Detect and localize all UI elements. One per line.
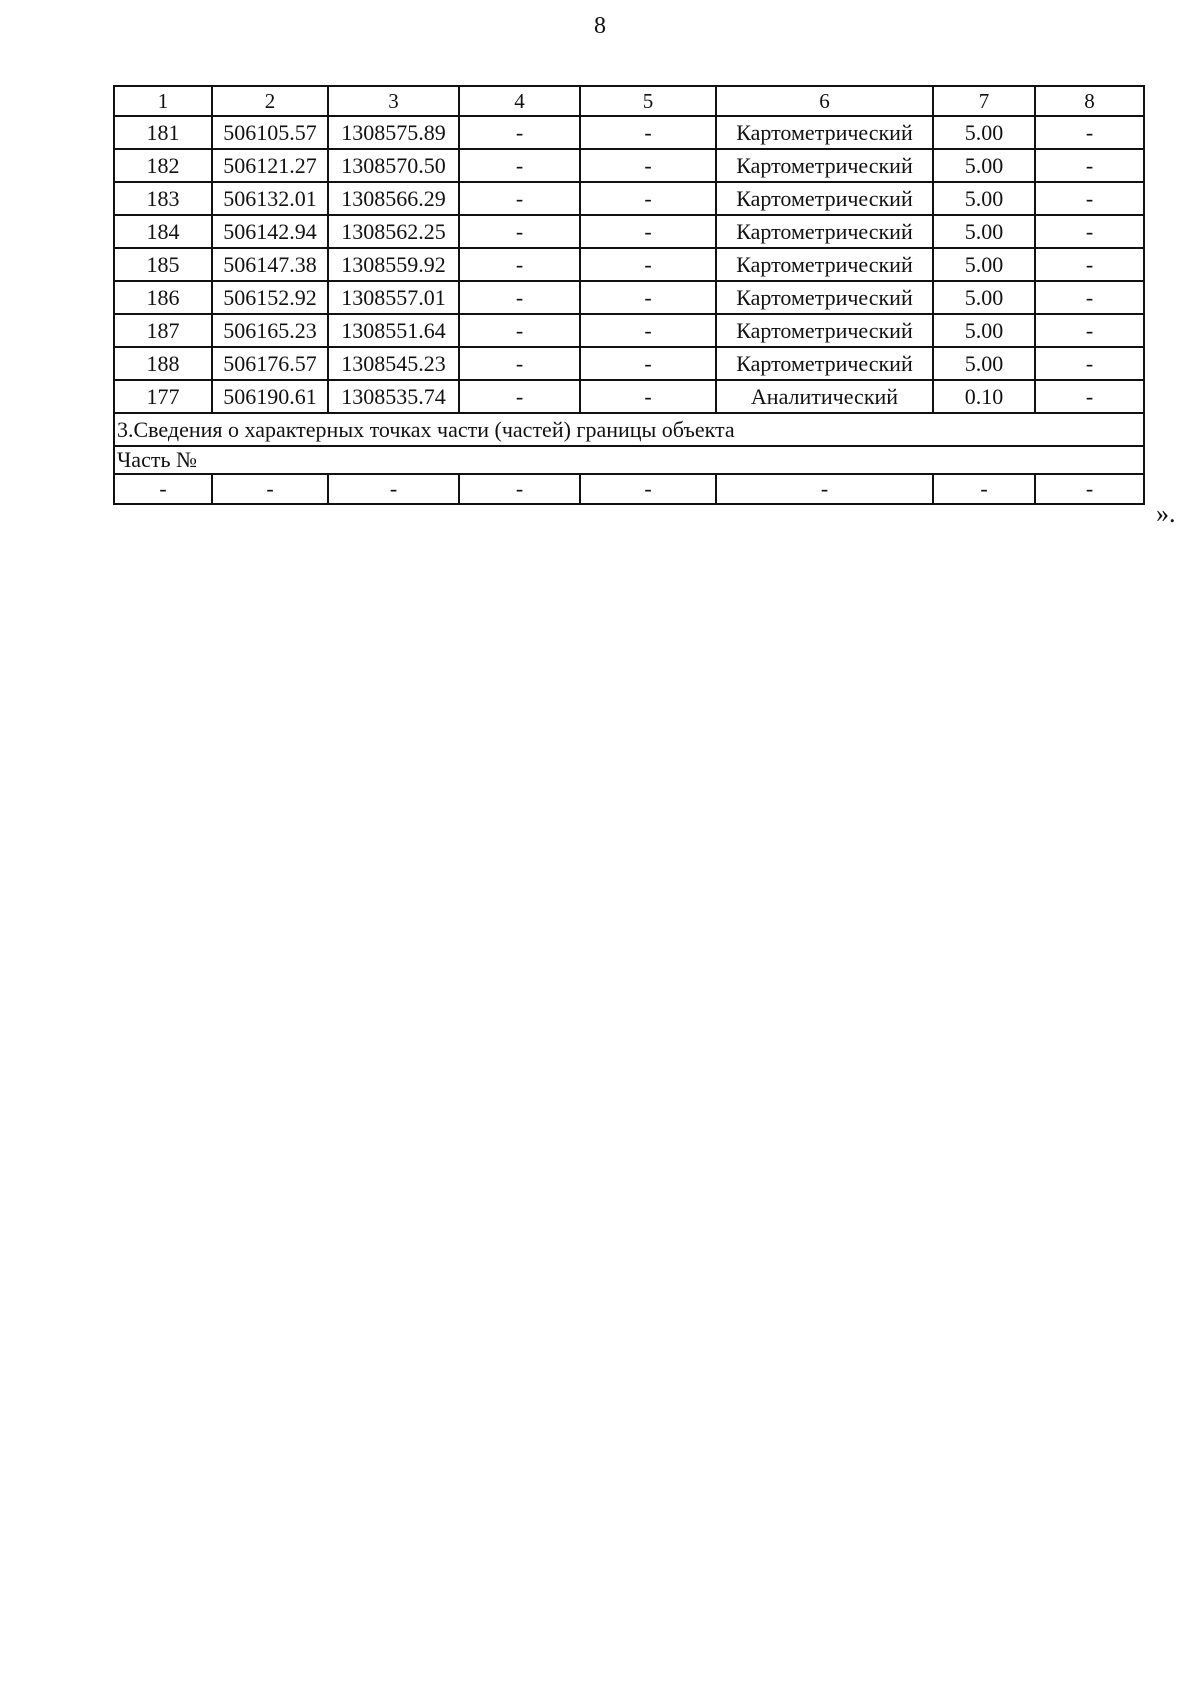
cell-coord-y: 1308535.74 (328, 380, 459, 413)
cell-coord-x: 506132.01 (212, 182, 328, 215)
cell-point-number: 182 (114, 149, 212, 182)
cell-point-number: 183 (114, 182, 212, 215)
empty-cell-col-5: - (580, 474, 716, 504)
cell-col-5: - (580, 182, 716, 215)
cell-coord-x: 506190.61 (212, 380, 328, 413)
table-row (114, 116, 1144, 149)
cell-coord-y: 1308562.25 (328, 215, 459, 248)
cell-point-number: 181 (114, 116, 212, 149)
cell-point-number: 177 (114, 380, 212, 413)
cell-accuracy: 0.10 (933, 380, 1035, 413)
cell-col-4: - (459, 380, 580, 413)
header-cell-col-8: 8 (1035, 86, 1144, 116)
table-row (114, 347, 1144, 380)
table-header-row (114, 86, 1144, 116)
cell-col-5: - (580, 281, 716, 314)
cell-coord-x: 506142.94 (212, 215, 328, 248)
table-row (114, 314, 1144, 347)
cell-coord-x: 506176.57 (212, 347, 328, 380)
table-row (114, 281, 1144, 314)
cell-col-4: - (459, 116, 580, 149)
cell-coord-y: 1308575.89 (328, 116, 459, 149)
cell-col-4: - (459, 347, 580, 380)
cell-col-5: - (580, 215, 716, 248)
table-body (114, 86, 1144, 504)
cell-accuracy: 5.00 (933, 215, 1035, 248)
cell-accuracy: 5.00 (933, 116, 1035, 149)
cell-col-5: - (580, 347, 716, 380)
table-row (114, 380, 1144, 413)
empty-cell-col-4: - (459, 474, 580, 504)
empty-cell-accuracy: - (933, 474, 1035, 504)
cell-coord-x: 506105.57 (212, 116, 328, 149)
cell-col-5: - (580, 380, 716, 413)
cell-coord-x: 506147.38 (212, 248, 328, 281)
cell-coord-y: 1308557.01 (328, 281, 459, 314)
empty-cell-coord-x: - (212, 474, 328, 504)
cell-col-8: - (1035, 116, 1144, 149)
cell-method: Картометрический (716, 248, 933, 281)
cell-coord-x: 506121.27 (212, 149, 328, 182)
cell-method: Картометрический (716, 149, 933, 182)
cell-point-number: 186 (114, 281, 212, 314)
cell-col-5: - (580, 149, 716, 182)
part-label-row (114, 446, 1144, 474)
cell-col-8: - (1035, 149, 1144, 182)
empty-cell-method: - (716, 474, 933, 504)
empty-cell-coord-y: - (328, 474, 459, 504)
part-label: Часть № (114, 446, 1144, 474)
empty-cell-point-number: - (114, 474, 212, 504)
cell-point-number: 184 (114, 215, 212, 248)
cell-coord-y: 1308559.92 (328, 248, 459, 281)
cell-col-4: - (459, 248, 580, 281)
cell-col-8: - (1035, 248, 1144, 281)
header-cell-coord-y: 3 (328, 86, 459, 116)
coordinates-table (113, 85, 1145, 505)
cell-coord-y: 1308545.23 (328, 347, 459, 380)
cell-col-8: - (1035, 347, 1144, 380)
cell-method: Картометрический (716, 116, 933, 149)
cell-coord-x: 506165.23 (212, 314, 328, 347)
cell-accuracy: 5.00 (933, 347, 1035, 380)
cell-col-5: - (580, 116, 716, 149)
header-cell-accuracy: 7 (933, 86, 1035, 116)
table-row (114, 215, 1144, 248)
cell-col-4: - (459, 215, 580, 248)
cell-accuracy: 5.00 (933, 314, 1035, 347)
cell-method: Картометрический (716, 215, 933, 248)
cell-method: Картометрический (716, 347, 933, 380)
empty-cell-col-8: - (1035, 474, 1144, 504)
cell-coord-x: 506152.92 (212, 281, 328, 314)
table-row (114, 182, 1144, 215)
cell-accuracy: 5.00 (933, 182, 1035, 215)
page-number: 8 (594, 13, 606, 39)
cell-col-8: - (1035, 314, 1144, 347)
cell-accuracy: 5.00 (933, 281, 1035, 314)
empty-data-row (114, 474, 1144, 504)
header-cell-col-4: 4 (459, 86, 580, 116)
section-title: 3.Сведения о характерных точках части (частей) границы объекта (114, 413, 1144, 446)
cell-point-number: 187 (114, 314, 212, 347)
cell-col-8: - (1035, 380, 1144, 413)
cell-col-5: - (580, 314, 716, 347)
cell-col-8: - (1035, 215, 1144, 248)
header-cell-method: 6 (716, 86, 933, 116)
cell-method: Аналитический (716, 380, 933, 413)
cell-col-4: - (459, 281, 580, 314)
cell-accuracy: 5.00 (933, 149, 1035, 182)
cell-point-number: 185 (114, 248, 212, 281)
cell-method: Картометрический (716, 182, 933, 215)
header-cell-col-5: 5 (580, 86, 716, 116)
cell-col-8: - (1035, 182, 1144, 215)
table-row (114, 248, 1144, 281)
cell-point-number: 188 (114, 347, 212, 380)
cell-method: Картометрический (716, 314, 933, 347)
cell-coord-y: 1308570.50 (328, 149, 459, 182)
header-cell-coord-x: 2 (212, 86, 328, 116)
cell-col-4: - (459, 182, 580, 215)
cell-coord-y: 1308566.29 (328, 182, 459, 215)
cell-coord-y: 1308551.64 (328, 314, 459, 347)
cell-col-4: - (459, 314, 580, 347)
closing-quote-mark: ». (1156, 499, 1176, 528)
cell-accuracy: 5.00 (933, 248, 1035, 281)
cell-method: Картометрический (716, 281, 933, 314)
section-title-row (114, 413, 1144, 446)
cell-col-5: - (580, 248, 716, 281)
cell-col-8: - (1035, 281, 1144, 314)
table-row (114, 149, 1144, 182)
cell-col-4: - (459, 149, 580, 182)
header-cell-point-number: 1 (114, 86, 212, 116)
